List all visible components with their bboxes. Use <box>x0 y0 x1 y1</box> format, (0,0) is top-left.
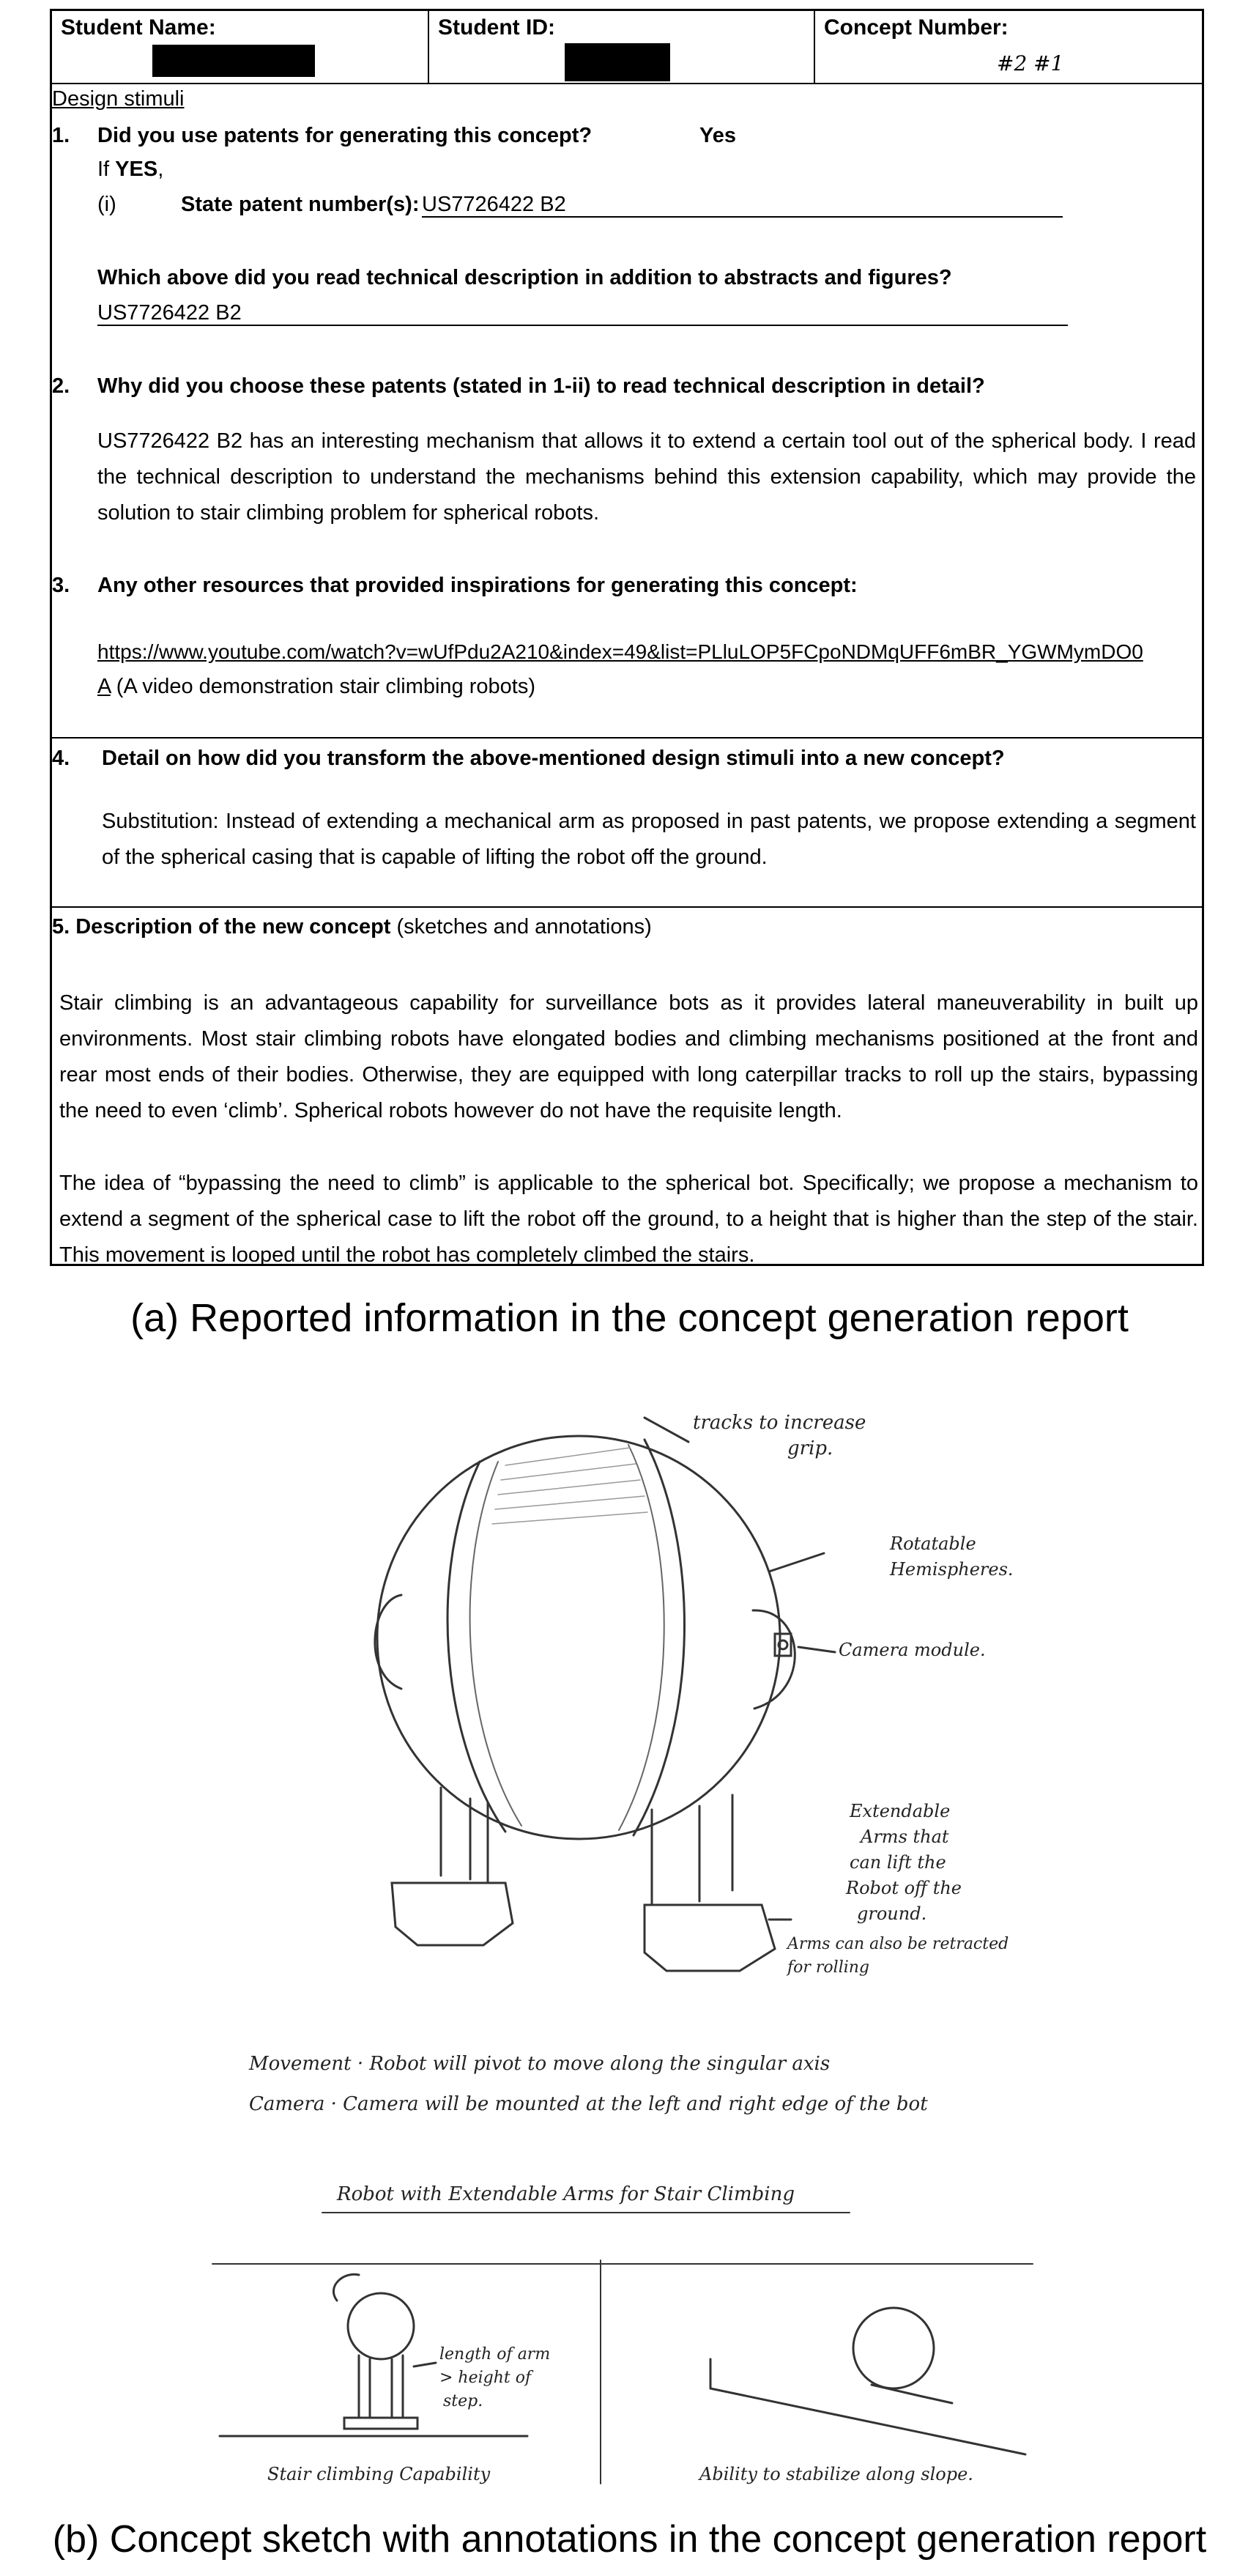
leader-hemispheres <box>769 1553 824 1572</box>
q2-number: 2. <box>52 374 70 398</box>
note-extendable-2: Arms that <box>861 1826 949 1847</box>
note-arms-retract-2: for rolling <box>787 1958 870 1977</box>
q2-answer: US7726422 B2 has an interesting mechanism that allows it to extend a certain tool out of the spherical body. I read the technical description to understand the mechanisms behind this extension capability, which may provide the solution to stair climbing problem for spherical robots. <box>97 429 1196 525</box>
note-arms-retract-1: Arms can also be retracted <box>787 1935 1009 1953</box>
camera-module-shape <box>775 1634 791 1656</box>
section4-number: 4. <box>52 747 70 770</box>
leader-length <box>414 2363 436 2366</box>
note-tracks-1: tracks to increase <box>693 1412 866 1434</box>
note-tracks-2: grip. <box>787 1437 833 1459</box>
student-name-label: Student Name: <box>61 15 216 40</box>
rotation-arrow <box>333 2274 359 2301</box>
track-hatching <box>492 1448 647 1524</box>
note-extendable-3: can lift the <box>850 1852 946 1873</box>
q3-link-line2 <box>97 672 535 701</box>
section4-text: Detail on how did you transform the above-mentioned design stimuli into a new concept? <box>102 747 1005 770</box>
note-rotatable-2: Hemispheres. <box>890 1559 1014 1580</box>
caption-a: (a) Reported information in the concept generation report <box>130 1296 1129 1340</box>
section5-paragraph-2: The idea of “bypassing the need to climb” is applicable to the spherical bot. Specifically; we propose a mechanism to extend a segment of the spherical case to lift the robot off the ground, to a height that is higher than the step of the stair. This movement is looped until the robot has completely climbed the stairs. <box>59 1172 1198 1267</box>
if-yes-line <box>97 155 163 184</box>
form-header-row <box>52 11 1202 84</box>
q3-number: 3. <box>52 574 70 597</box>
concept-sketch <box>0 1377 1259 2491</box>
caption-b: (b) Concept sketch with annotations in the concept generation report <box>52 2518 1207 2561</box>
note-length-3: step. <box>443 2392 483 2410</box>
mini-robot-right-arms <box>872 2385 952 2403</box>
note-length-1: length of arm <box>439 2345 551 2364</box>
q1-i-value: US7726422 B2 <box>422 193 566 216</box>
q3-resource-link[interactable]: https://www.youtube.com/watch?v=wUfPdu2A210&index=49&list=PLluLOP5FCpoNDMqUFF6mBR_YGWMymDO0 <box>97 640 1143 663</box>
section5-heading-normal: (sketches and annotations) <box>390 915 652 939</box>
note-rotatable-1: Rotatable <box>890 1533 976 1554</box>
student-id-cell <box>429 11 815 83</box>
track-band-inner-left <box>470 1462 521 1826</box>
sketch-title: Robot with Extendable Arms for Stair Climbing <box>337 2183 795 2205</box>
right-leg <box>652 1795 732 1905</box>
caption-slope: Ability to stabilize along slope. <box>699 2464 973 2484</box>
q1-number: 1. <box>52 124 70 147</box>
section5-paragraph-1: Stair climbing is an advantageous capability for surveillance bots as it provides lateral maneuverability in built up environments. Most stair climbing robots have elongated bodies and climbing mechanisms positioned at the front and rear most ends of their bodies. Otherwise, they are equipped with long caterpillar tracks to roll up the stairs, bypassing the need to even ‘climb’. Spherical robots however do not have the requisite length. <box>59 991 1198 1122</box>
note-extendable-1: Extendable <box>850 1801 951 1821</box>
student-id-label: Student ID: <box>438 15 555 40</box>
mini-robot-left-base <box>344 2418 417 2429</box>
robot-sphere-body <box>377 1436 780 1839</box>
mini-robot-left-sphere <box>348 2293 414 2359</box>
note-extendable-5: ground. <box>857 1903 927 1924</box>
right-hemisphere-cap <box>753 1610 795 1709</box>
section5-heading <box>52 912 652 941</box>
section5-heading-bold: 5. Description of the new concept <box>52 915 391 939</box>
right-foot <box>645 1905 775 1971</box>
track-band-inner-right <box>619 1445 664 1830</box>
note-movement: Movement · Robot will pivot to move along the singular axis <box>249 2053 831 2075</box>
q1-i-label: State patent number(s): <box>181 193 420 216</box>
leader-camera <box>798 1647 835 1652</box>
leader-tracks <box>645 1418 688 1442</box>
q1-i-number: (i) <box>97 193 116 216</box>
slope-line <box>710 2359 1025 2454</box>
q3-link-continuation[interactable]: A <box>97 675 111 698</box>
concept-report-form <box>50 9 1204 1266</box>
q1-ii-value: US7726422 B2 <box>97 301 242 325</box>
note-length-2: > height of <box>439 2369 532 2387</box>
concept-number-label: Concept Number: <box>824 15 1009 40</box>
section-5-divider <box>52 906 1202 908</box>
left-foot <box>392 1883 513 1945</box>
q1-ii-text: Which above did you read technical description in addition to abstracts and figures? <box>97 266 952 289</box>
note-camera-module: Camera module. <box>839 1640 986 1660</box>
if-yes-suffix: , <box>157 158 164 181</box>
student-name-redaction <box>152 45 315 77</box>
q1-text: Did you use patents for generating this concept? <box>97 124 593 147</box>
mini-robot-left-legs <box>359 2355 403 2418</box>
q1-answer: Yes <box>699 124 736 147</box>
if-yes-prefix: If <box>97 158 116 181</box>
section-4-divider <box>52 737 1202 739</box>
q1-ii-underline <box>97 325 1068 326</box>
q3-link-note: (A video demonstration stair climbing robots) <box>110 675 536 698</box>
section4-answer: Substitution: Instead of extending a mechanical arm as proposed in past patents, we propose extending a segment of the spherical casing that is capable of lifting the robot off the ground. <box>102 810 1196 869</box>
student-name-cell <box>52 11 429 83</box>
design-stimuli-heading: Design stimuli <box>52 87 185 111</box>
if-yes-bold: YES <box>115 158 158 181</box>
caption-stair-climbing: Stair climbing Capability <box>267 2464 491 2484</box>
q3-text: Any other resources that provided inspirations for generating this concept: <box>97 574 858 597</box>
mini-robot-right-sphere <box>853 2308 934 2388</box>
note-camera-mount: Camera · Camera will be mounted at the left and right edge of the bot <box>249 2093 928 2115</box>
q2-text: Why did you choose these patents (stated in 1-ii) to read technical description in detail? <box>97 374 985 398</box>
note-extendable-4: Robot off the <box>846 1878 962 1898</box>
student-id-redaction <box>565 43 670 81</box>
q1-i-underline <box>422 216 1063 218</box>
concept-number-value: #2 #1 <box>997 51 1064 75</box>
left-leg <box>441 1788 488 1883</box>
